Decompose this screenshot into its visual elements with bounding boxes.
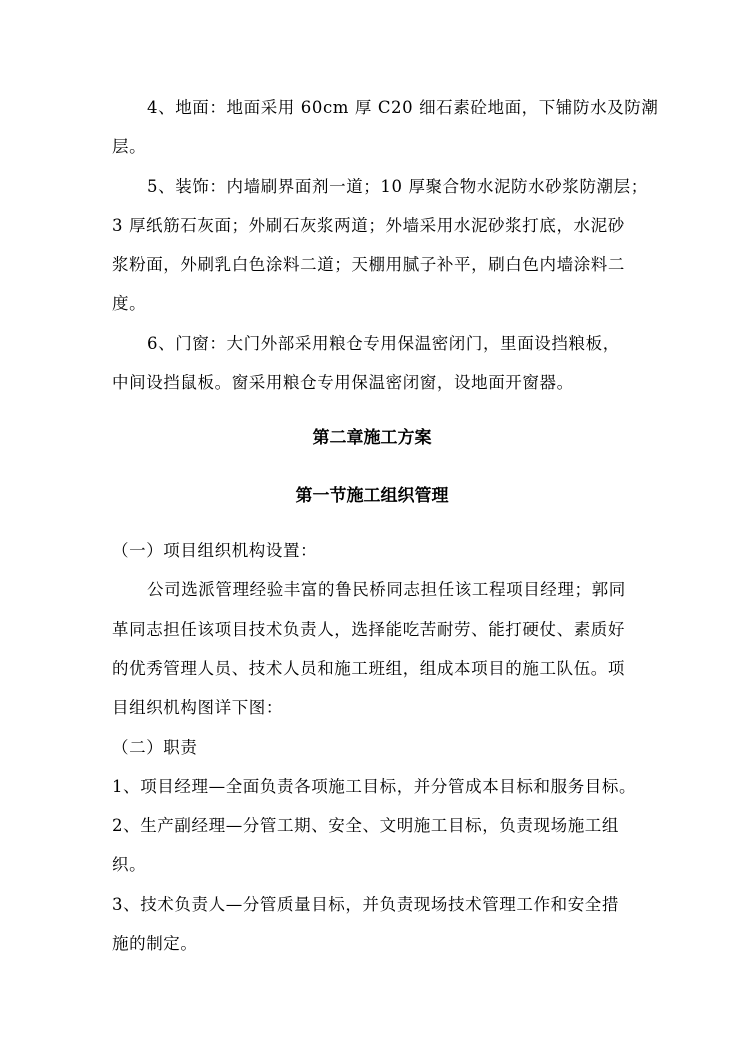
chapter-title: 第二章施工方案 <box>312 428 432 448</box>
duty-item: 织。 <box>112 855 147 874</box>
doors-paragraph-line: 中间设挡鼠板。窗采用粮仓专用保温密闭窗，设地面开窗器。 <box>112 373 574 392</box>
decoration-paragraph-line: 度。 <box>112 294 147 313</box>
duty-item: 2、生产副经理—分管工期、安全、文明施工目标，负责现场施工组 <box>112 816 619 835</box>
decoration-paragraph-line: 浆粉面，外刷乳白色涂料二道；天棚用腻子补平，刷白色内墙涂料二 <box>112 255 625 274</box>
doors-paragraph-line: 6、门窗：大门外部采用粮仓专用保温密闭门，里面设挡粮板， <box>147 334 620 353</box>
subsection-title: （二）职责 <box>112 738 198 757</box>
duty-item: 施的制定。 <box>112 934 198 953</box>
floor-paragraph-line: 4、地面：地面采用 60cm 厚 C20 细石素砼地面，下铺防水及防潮 <box>147 98 659 117</box>
floor-paragraph-line: 层。 <box>112 137 147 156</box>
subsection-title: （一）项目组织机构设置： <box>112 541 318 560</box>
org-paragraph-line: 革同志担任该项目技术负责人，选择能吃苦耐劳、能打硬仗、素质好 <box>112 620 625 639</box>
org-paragraph-line: 公司选派管理经验丰富的鲁民桥同志担任该工程项目经理；郭同 <box>147 580 626 599</box>
section-title: 第一节施工组织管理 <box>295 486 449 506</box>
duty-item: 3、技术负责人—分管质量目标，并负责现场技术管理工作和安全措 <box>112 895 619 914</box>
org-paragraph-line: 的优秀管理人员、技术人员和施工班组，组成本项目的施工队伍。项 <box>112 659 625 678</box>
org-paragraph-line: 目组织机构图详下图： <box>112 698 283 717</box>
decoration-paragraph-line: 3 厚纸筋石灰面；外刷石灰浆两道；外墙采用水泥砂浆打底，水泥砂 <box>112 216 625 235</box>
duty-item: 1、项目经理—全面负责各项施工目标，并分管成本目标和服务目标。 <box>112 777 637 796</box>
decoration-paragraph-line: 5、装饰：内墙刷界面剂一道；10 厚聚合物水泥防水砂浆防潮层； <box>147 177 648 196</box>
